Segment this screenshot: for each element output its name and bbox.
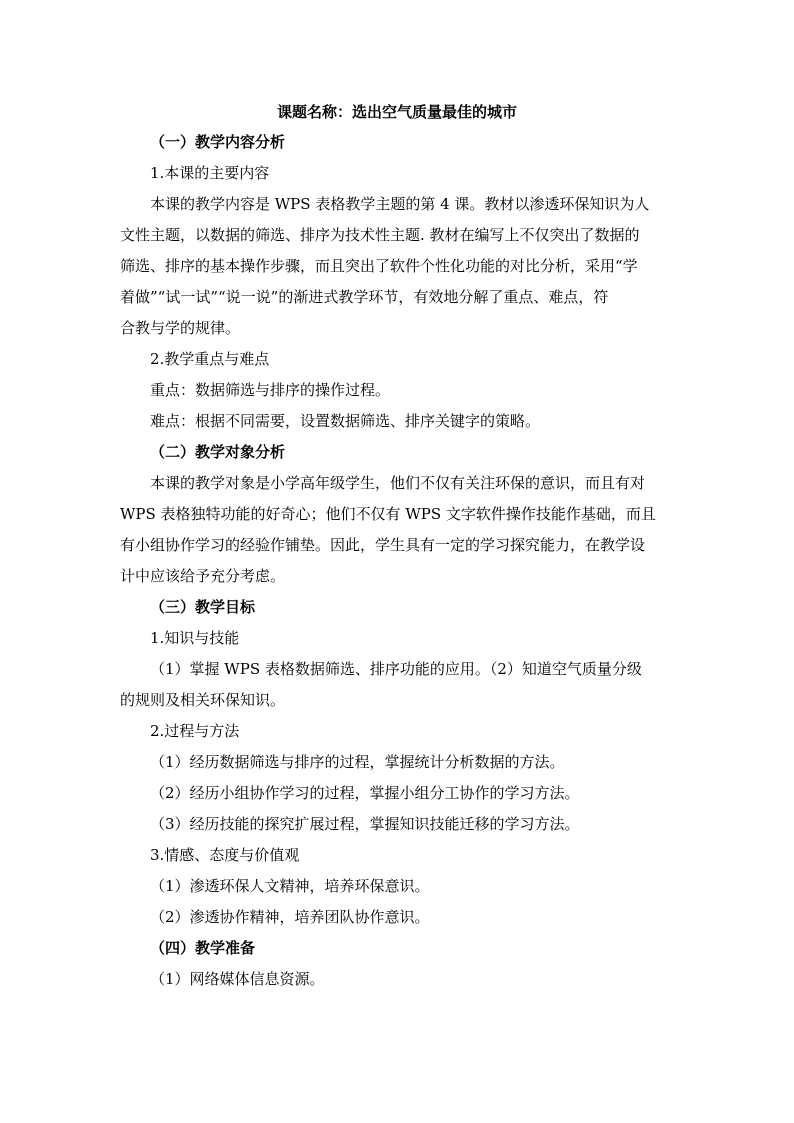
text-line: 重点：数据筛选与排序的操作过程。 — [150, 381, 391, 399]
text-line: （1）网络媒体信息资源。 — [150, 970, 325, 988]
text-line: （3）经历技能的探究扩展过程，掌握知识技能迁移的学习方法。 — [150, 815, 580, 833]
text-line: （1）掌握 WPS 表格数据筛选、排序功能的应用。（2）知道空气质量分级 — [150, 660, 642, 678]
text-line: 1.知识与技能 — [150, 629, 240, 647]
text-line: 合教与学的规律。 — [120, 319, 241, 337]
text-line: 的规则及相关环保知识。 — [120, 691, 286, 709]
document-body — [120, 127, 676, 995]
text-line: 着做”“试一试”“说一说”的渐进式教学环节，有效地分解了重点、难点，符 — [120, 288, 609, 306]
text-line: 难点：根据不同需要，设置数据筛选、排序关键字的策略。 — [150, 412, 541, 430]
text-line: 计中应该给予充分考虑。 — [120, 567, 286, 585]
text-line: 3.情感、态度与价值观 — [150, 846, 300, 864]
text-line: （2）经历小组协作学习的过程，掌握小组分工协作的学习方法。 — [150, 784, 580, 802]
text-line: 2.过程与方法 — [150, 722, 240, 740]
text-line: WPS 表格独特功能的好奇心；他们不仅有 WPS 文字软件操作技能作基础，而且 — [120, 505, 656, 523]
text-line: 有小组协作学习的经验作铺垫。因此，学生具有一定的学习探究能力，在教学设 — [120, 536, 646, 554]
text-line: 2.教学重点与难点 — [150, 350, 270, 368]
text-line: 筛选、排序的基本操作步骤，而且突出了软件个性化功能的对比分析，采用“学 — [120, 257, 638, 275]
text-line: 本课的教学对象是小学高年级学生，他们不仅有关注环保的意识，而且有对 — [150, 474, 646, 492]
section-heading: （四）教学准备 — [150, 939, 256, 957]
section-heading: （二）教学对象分析 — [150, 443, 286, 461]
text-line: 文性主题，以数据的筛选、排序为技术性主题. 教材在编写上不仅突出了数据的 — [120, 226, 640, 244]
document-title: 课题名称：选出空气质量最佳的城市 — [276, 103, 517, 121]
section-heading: （三）教学目标 — [150, 598, 256, 616]
section-heading: （一）教学内容分析 — [150, 133, 286, 151]
text-line: 1.本课的主要内容 — [150, 164, 270, 182]
text-line: （1）渗透环保人文精神，培养环保意识。 — [150, 877, 430, 895]
text-line: 本课的教学内容是 WPS 表格教学主题的第 4 课。教材以渗透环保知识为人 — [150, 195, 650, 213]
text-line: （2）渗透协作精神，培养团队协作意识。 — [150, 908, 430, 926]
text-line: （1）经历数据筛选与排序的过程，掌握统计分析数据的方法。 — [150, 753, 565, 771]
